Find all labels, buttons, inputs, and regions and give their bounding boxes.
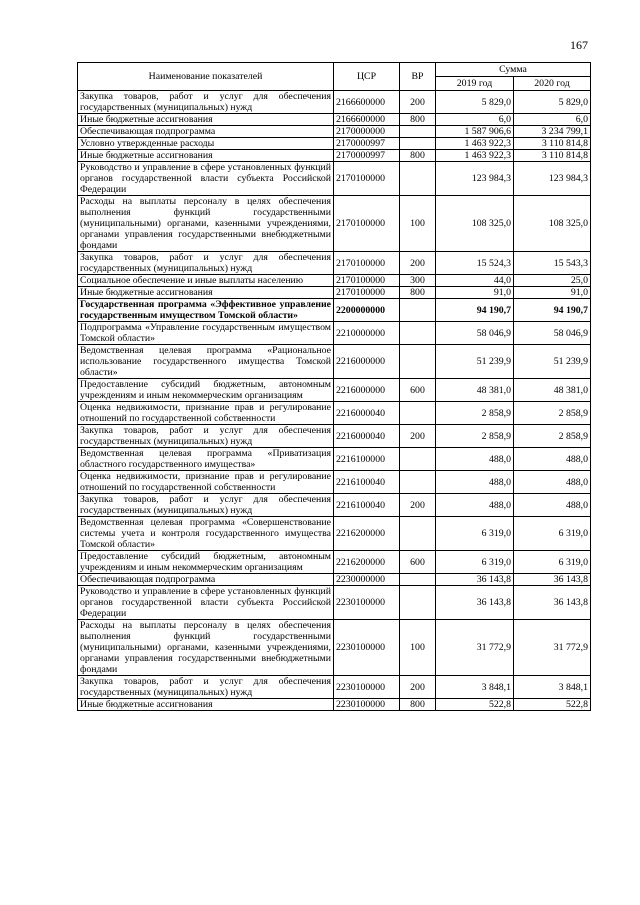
row-value-2019: 123 984,3 — [436, 162, 514, 196]
row-vr: 200 — [400, 494, 436, 517]
row-name: Руководство и управление в сфере установленных функций органов государственной власти субъекта Российской Федерации — [78, 586, 334, 620]
row-vr: 100 — [400, 196, 436, 252]
row-value-2019: 488,0 — [436, 471, 514, 494]
row-value-2020: 488,0 — [514, 448, 591, 471]
table-row — [78, 162, 591, 196]
row-csr: 2230000000 — [334, 574, 400, 586]
table-row — [78, 114, 591, 126]
row-csr: 2216000040 — [334, 425, 400, 448]
row-value-2019: 15 524,3 — [436, 252, 514, 275]
row-value-2020: 48 381,0 — [514, 379, 591, 402]
row-name: Ведомственная целевая программа «Рациональное использование государственного имущества Томской области» — [78, 345, 334, 379]
row-vr — [400, 138, 436, 150]
row-vr: 300 — [400, 275, 436, 287]
row-csr: 2170000997 — [334, 150, 400, 162]
row-vr — [400, 345, 436, 379]
row-value-2019: 1 463 922,3 — [436, 138, 514, 150]
row-value-2019: 36 143,8 — [436, 586, 514, 620]
row-csr: 2216200000 — [334, 551, 400, 574]
row-csr: 2230100000 — [334, 586, 400, 620]
row-value-2019: 2 858,9 — [436, 402, 514, 425]
row-value-2020: 3 848,1 — [514, 676, 591, 699]
row-vr: 200 — [400, 91, 436, 114]
row-csr: 2216100040 — [334, 494, 400, 517]
row-csr: 2170000000 — [334, 126, 400, 138]
row-name: Расходы на выплаты персоналу в целях обеспечения выполнения функций государственными (муниципальными) органами, казенными учреждениями, органами управления государственными внебюджетными фондами — [78, 620, 334, 676]
row-name: Предоставление субсидий бюджетным, автономным учреждениям и иным некоммерческим организациям — [78, 379, 334, 402]
table-row — [78, 287, 591, 299]
row-csr: 2166600000 — [334, 114, 400, 126]
row-vr: 800 — [400, 150, 436, 162]
row-csr: 2230100000 — [334, 699, 400, 711]
row-vr — [400, 299, 436, 322]
table-row — [78, 379, 591, 402]
row-value-2020: 3 234 799,1 — [514, 126, 591, 138]
table-row — [78, 91, 591, 114]
row-value-2020: 3 110 814,8 — [514, 138, 591, 150]
row-csr: 2216100000 — [334, 448, 400, 471]
row-name: Иные бюджетные ассигнования — [78, 287, 334, 299]
row-vr: 200 — [400, 425, 436, 448]
row-value-2019: 6 319,0 — [436, 517, 514, 551]
row-value-2020: 123 984,3 — [514, 162, 591, 196]
row-value-2019: 51 239,9 — [436, 345, 514, 379]
row-value-2019: 488,0 — [436, 494, 514, 517]
table-row — [78, 196, 591, 252]
row-csr: 2170100000 — [334, 196, 400, 252]
row-value-2020: 488,0 — [514, 494, 591, 517]
row-value-2020: 6,0 — [514, 114, 591, 126]
row-value-2020: 58 046,9 — [514, 322, 591, 345]
row-csr: 2170100000 — [334, 287, 400, 299]
row-value-2020: 108 325,0 — [514, 196, 591, 252]
table-row — [78, 551, 591, 574]
row-vr — [400, 448, 436, 471]
row-value-2020: 3 110 814,8 — [514, 150, 591, 162]
row-value-2020: 36 143,8 — [514, 574, 591, 586]
row-name: Оценка недвижимости, признание прав и регулирование отношений по государственной собственности — [78, 471, 334, 494]
table-row — [78, 402, 591, 425]
table-row — [78, 150, 591, 162]
row-vr — [400, 126, 436, 138]
row-value-2019: 5 829,0 — [436, 91, 514, 114]
row-value-2020: 6 319,0 — [514, 517, 591, 551]
row-name: Руководство и управление в сфере установленных функций органов государственной власти субъекта Российской Федерации — [78, 162, 334, 196]
row-csr: 2166600000 — [334, 91, 400, 114]
row-value-2019: 2 858,9 — [436, 425, 514, 448]
row-name: Закупка товаров, работ и услуг для обеспечения государственных (муниципальных) нужд — [78, 252, 334, 275]
table-row — [78, 574, 591, 586]
row-value-2019: 31 772,9 — [436, 620, 514, 676]
row-value-2019: 58 046,9 — [436, 322, 514, 345]
row-csr: 2216200000 — [334, 517, 400, 551]
budget-table — [77, 62, 591, 711]
row-value-2019: 94 190,7 — [436, 299, 514, 322]
table-row — [78, 126, 591, 138]
row-value-2019: 108 325,0 — [436, 196, 514, 252]
row-value-2020: 36 143,8 — [514, 586, 591, 620]
row-vr: 200 — [400, 676, 436, 699]
table-row — [78, 138, 591, 150]
table-row — [78, 345, 591, 379]
row-name: Обеспечивающая подпрограмма — [78, 126, 334, 138]
page-number: 167 — [570, 38, 588, 52]
row-vr — [400, 586, 436, 620]
row-vr — [400, 402, 436, 425]
row-vr: 600 — [400, 379, 436, 402]
row-name: Ведомственная целевая программа «Совершенствование системы учета и контроля государственного имущества Томской области» — [78, 517, 334, 551]
row-csr: 2170000997 — [334, 138, 400, 150]
row-value-2019: 522,8 — [436, 699, 514, 711]
row-value-2019: 1 463 922,3 — [436, 150, 514, 162]
row-name: Закупка товаров, работ и услуг для обеспечения государственных (муниципальных) нужд — [78, 676, 334, 699]
row-value-2019: 6 319,0 — [436, 551, 514, 574]
header-year-2019: 2019 год — [436, 77, 514, 91]
table-row — [78, 586, 591, 620]
table-body — [78, 91, 591, 711]
row-vr: 200 — [400, 252, 436, 275]
row-name: Оценка недвижимости, признание прав и регулирование отношений по государственной собственности — [78, 402, 334, 425]
row-value-2019: 36 143,8 — [436, 574, 514, 586]
row-name: Подпрограмма «Управление государственным имуществом Томской области» — [78, 322, 334, 345]
row-value-2020: 522,8 — [514, 699, 591, 711]
table-row — [78, 494, 591, 517]
header-sum: Сумма — [436, 63, 591, 77]
row-value-2020: 6 319,0 — [514, 551, 591, 574]
header-name: Наименование показателей — [78, 63, 334, 91]
row-csr: 2170100000 — [334, 275, 400, 287]
row-value-2019: 3 848,1 — [436, 676, 514, 699]
row-vr — [400, 517, 436, 551]
row-value-2019: 6,0 — [436, 114, 514, 126]
row-value-2020: 2 858,9 — [514, 425, 591, 448]
row-vr: 100 — [400, 620, 436, 676]
row-name: Закупка товаров, работ и услуг для обеспечения государственных (муниципальных) нужд — [78, 425, 334, 448]
row-csr: 2170100000 — [334, 252, 400, 275]
row-value-2019: 1 587 906,6 — [436, 126, 514, 138]
table-row — [78, 517, 591, 551]
row-value-2019: 48 381,0 — [436, 379, 514, 402]
row-name: Обеспечивающая подпрограмма — [78, 574, 334, 586]
table-row — [78, 425, 591, 448]
row-value-2020: 31 772,9 — [514, 620, 591, 676]
row-csr: 2230100000 — [334, 676, 400, 699]
header-csr: ЦСР — [334, 63, 400, 91]
row-name: Иные бюджетные ассигнования — [78, 150, 334, 162]
table-row — [78, 448, 591, 471]
row-value-2020: 25,0 — [514, 275, 591, 287]
row-csr: 2200000000 — [334, 299, 400, 322]
row-csr: 2216000000 — [334, 345, 400, 379]
row-value-2020: 5 829,0 — [514, 91, 591, 114]
row-name: Государственная программа «Эффективное управление государственным имуществом Томской области» — [78, 299, 334, 322]
row-csr: 2216100040 — [334, 471, 400, 494]
row-value-2020: 94 190,7 — [514, 299, 591, 322]
row-vr: 800 — [400, 287, 436, 299]
row-value-2020: 15 543,3 — [514, 252, 591, 275]
table-row — [78, 471, 591, 494]
row-vr — [400, 162, 436, 196]
row-name: Расходы на выплаты персоналу в целях обеспечения выполнения функций государственными (муниципальными) органами, казенными учреждениями, органами управления государственными внебюджетными фондами — [78, 196, 334, 252]
row-vr — [400, 574, 436, 586]
row-value-2019: 44,0 — [436, 275, 514, 287]
header-year-2020: 2020 год — [514, 77, 591, 91]
row-csr: 2230100000 — [334, 620, 400, 676]
row-name: Закупка товаров, работ и услуг для обеспечения государственных (муниципальных) нужд — [78, 494, 334, 517]
row-name: Иные бюджетные ассигнования — [78, 699, 334, 711]
table-row — [78, 322, 591, 345]
row-csr: 2216000040 — [334, 402, 400, 425]
row-name: Условно утвержденные расходы — [78, 138, 334, 150]
row-vr — [400, 322, 436, 345]
header-vr: ВР — [400, 63, 436, 91]
row-vr: 800 — [400, 699, 436, 711]
row-value-2020: 2 858,9 — [514, 402, 591, 425]
row-value-2020: 51 239,9 — [514, 345, 591, 379]
row-name: Социальное обеспечение и иные выплаты населению — [78, 275, 334, 287]
row-csr: 2170100000 — [334, 162, 400, 196]
row-vr: 600 — [400, 551, 436, 574]
row-vr: 800 — [400, 114, 436, 126]
table-row — [78, 699, 591, 711]
table-row — [78, 620, 591, 676]
row-name: Закупка товаров, работ и услуг для обеспечения государственных (муниципальных) нужд — [78, 91, 334, 114]
table-row — [78, 299, 591, 322]
row-name: Ведомственная целевая программа «Приватизация областного государственного имущества» — [78, 448, 334, 471]
row-vr — [400, 471, 436, 494]
row-value-2020: 91,0 — [514, 287, 591, 299]
row-name: Иные бюджетные ассигнования — [78, 114, 334, 126]
row-value-2020: 488,0 — [514, 471, 591, 494]
row-value-2019: 91,0 — [436, 287, 514, 299]
row-csr: 2216000000 — [334, 379, 400, 402]
row-name: Предоставление субсидий бюджетным, автономным учреждениям и иным некоммерческим организациям — [78, 551, 334, 574]
row-value-2019: 488,0 — [436, 448, 514, 471]
row-csr: 2210000000 — [334, 322, 400, 345]
table-row — [78, 676, 591, 699]
table-row — [78, 252, 591, 275]
table-row — [78, 275, 591, 287]
